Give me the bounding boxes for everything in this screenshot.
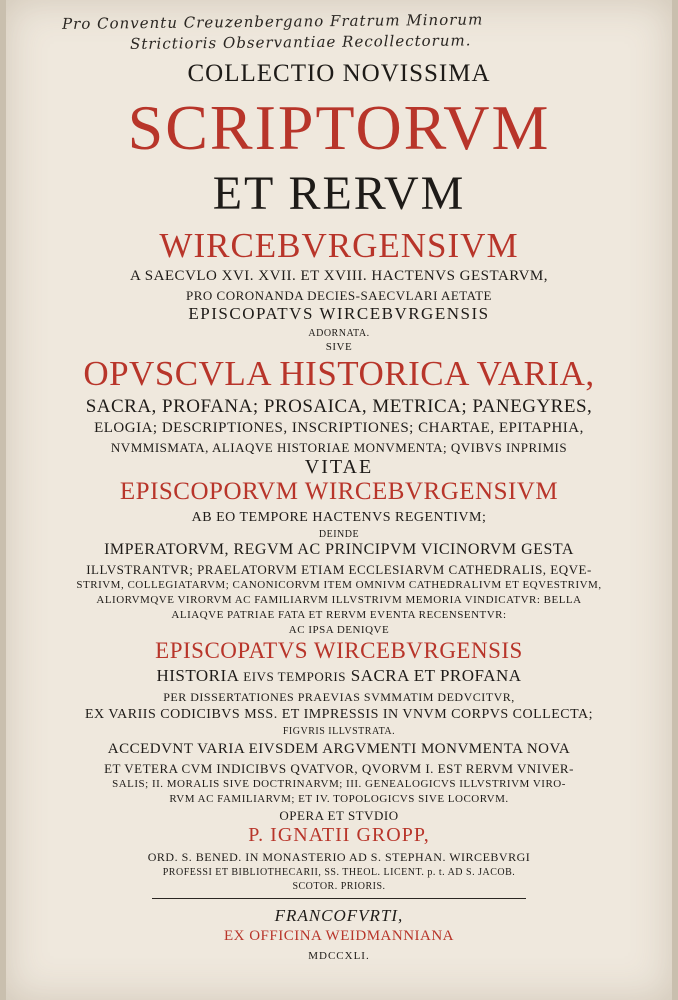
- line-ord-s-bened: ORD. S. BENED. IN MONASTERIO AD S. STEPHAN. WIRCEBVRGI: [147, 850, 531, 864]
- line-aliaque: ALIAQVE PATRIAE FATA ET RERVM EVENTA RECENSENTVR:: [171, 609, 507, 621]
- line-deinde: DEINDE: [318, 529, 360, 540]
- line-coronanda: PRO CORONANDA DECIES-SAECVLARI AETATE: [186, 288, 492, 303]
- line-figuris: FIGVRIS ILLVSTRATA.: [282, 726, 396, 737]
- line-sacra-profana: SACRA, PROFANA; PROSAICA, METRICA; PANEGYRES,: [85, 396, 593, 417]
- eius-temporis-words: EIVS TEMPORIS: [243, 669, 346, 684]
- imprint-divider: [152, 898, 526, 899]
- line-illustrantur: ILLVSTRANTVR; PRAELATORVM ETIAM ECCLESIARVM CATHEDRALIS, EQVE-: [86, 562, 592, 577]
- line-imperatorum: IMPERATORVM, REGVM AC PRINCIPVM VICINORVM GESTA: [104, 541, 574, 558]
- line-aliorumque: ALIORVMQVE VIRORVM AC FAMILIARVM ILLVSTRIVM MEMORIA VINDICATVR: BELLA: [96, 594, 582, 606]
- line-vitae: VITAE: [304, 456, 374, 478]
- line-ab-eo-tempore: AB EO TEMPORE HACTENVS REGENTIVM;: [191, 510, 487, 525]
- line-officina: EX OFFICINA WEIDMANNIANA: [223, 928, 455, 944]
- line-saeculo: A SAECVLO XVI. XVII. ET XVIII. HACTENVS GESTARVM,: [129, 268, 549, 284]
- line-accedunt: ACCEDVNT VARIA EIVSDEM ARGVMENTI MONVMENTA NOVA: [107, 741, 571, 757]
- line-adornata: ADORNATA.: [308, 328, 370, 339]
- line-scotor-prioris: SCOTOR. PRIORIS.: [292, 881, 386, 892]
- line-episcopatus-1: EPISCOPATVS WIRCEBVRGENSIS: [188, 304, 490, 323]
- handwritten-inscription-line-2: Strictioris Observantiae Recollectorum.: [129, 31, 472, 53]
- line-collectio: COLLECTIO NOVISSIMA: [187, 60, 491, 87]
- line-episcoporum: EPISCOPORVM WIRCEBVRGENSIVM: [119, 478, 559, 505]
- line-author: P. IGNATII GROPP,: [248, 824, 430, 846]
- line-dissertationes: PER DISSERTATIONES PRAEVIAS SVMMATIM DEDVCITVR,: [163, 690, 515, 704]
- line-ac-ipsa: AC IPSA DENIQVE: [288, 624, 390, 636]
- line-year: MDCCXLI.: [308, 950, 370, 962]
- handwritten-inscription-line-1: Pro Conventu Creuzenbergano Fratrum Minorum: [61, 10, 484, 33]
- line-sive: SIVE: [325, 341, 353, 353]
- line-et-vetera: ET VETERA CVM INDICIBVS QVATVOR, QVORVM I. EST RERVM VNIVER-: [104, 761, 574, 776]
- line-historia: [0, 666, 678, 686]
- historia-word: HISTORIA: [156, 666, 239, 685]
- line-salis: SALIS; II. MORALIS SIVE DOCTRINARVM; III. GENEALOGICVS ILLVSTRIVM VIRO-: [112, 778, 566, 790]
- line-opuscula: OPVSCVLA HISTORICA VARIA,: [83, 354, 595, 393]
- line-francofurti: FRANCOFVRTI,: [274, 906, 404, 925]
- line-opera-et-studio: OPERA ET STVDIO: [279, 808, 399, 823]
- line-wirceburgensium: WIRCEBVRGENSIVM: [159, 226, 519, 265]
- sacra-et-profana-words: SACRA ET PROFANA: [350, 666, 522, 685]
- line-nummismata: NVMMISMATA, ALIAQVE HISTORIAE MONVMENTA; QVIBVS INPRIMIS: [110, 440, 568, 455]
- line-rum-ac-familiarum: RVM AC FAMILIARVM; ET IV. TOPOLOGICVS SIVE LOCORVM.: [169, 793, 509, 805]
- line-professi: PROFESSI ET BIBLIOTHECARII, SS. THEOL. LICENT. p. t. AD S. JACOB.: [162, 867, 516, 878]
- line-elogia: ELOGIA; DESCRIPTIONES, INSCRIPTIONES; CHARTAE, EPITAPHIA,: [94, 420, 584, 436]
- line-episcopatus-2: EPISCOPATVS WIRCEBVRGENSIS: [155, 638, 523, 663]
- line-scriptorum: SCRIPTORVM: [127, 92, 551, 163]
- line-ex-variis: EX VARIIS CODICIBVS MSS. ET IMPRESSIS IN VNVM CORPVS COLLECTA;: [84, 707, 594, 722]
- line-et-rerum: ET RERVM: [212, 167, 466, 220]
- line-strium: STRIVM, COLLEGIATARVM; CANONICORVM ITEM OMNIVM CATHEDRALIVM ET EQVESTRIVM,: [76, 579, 602, 591]
